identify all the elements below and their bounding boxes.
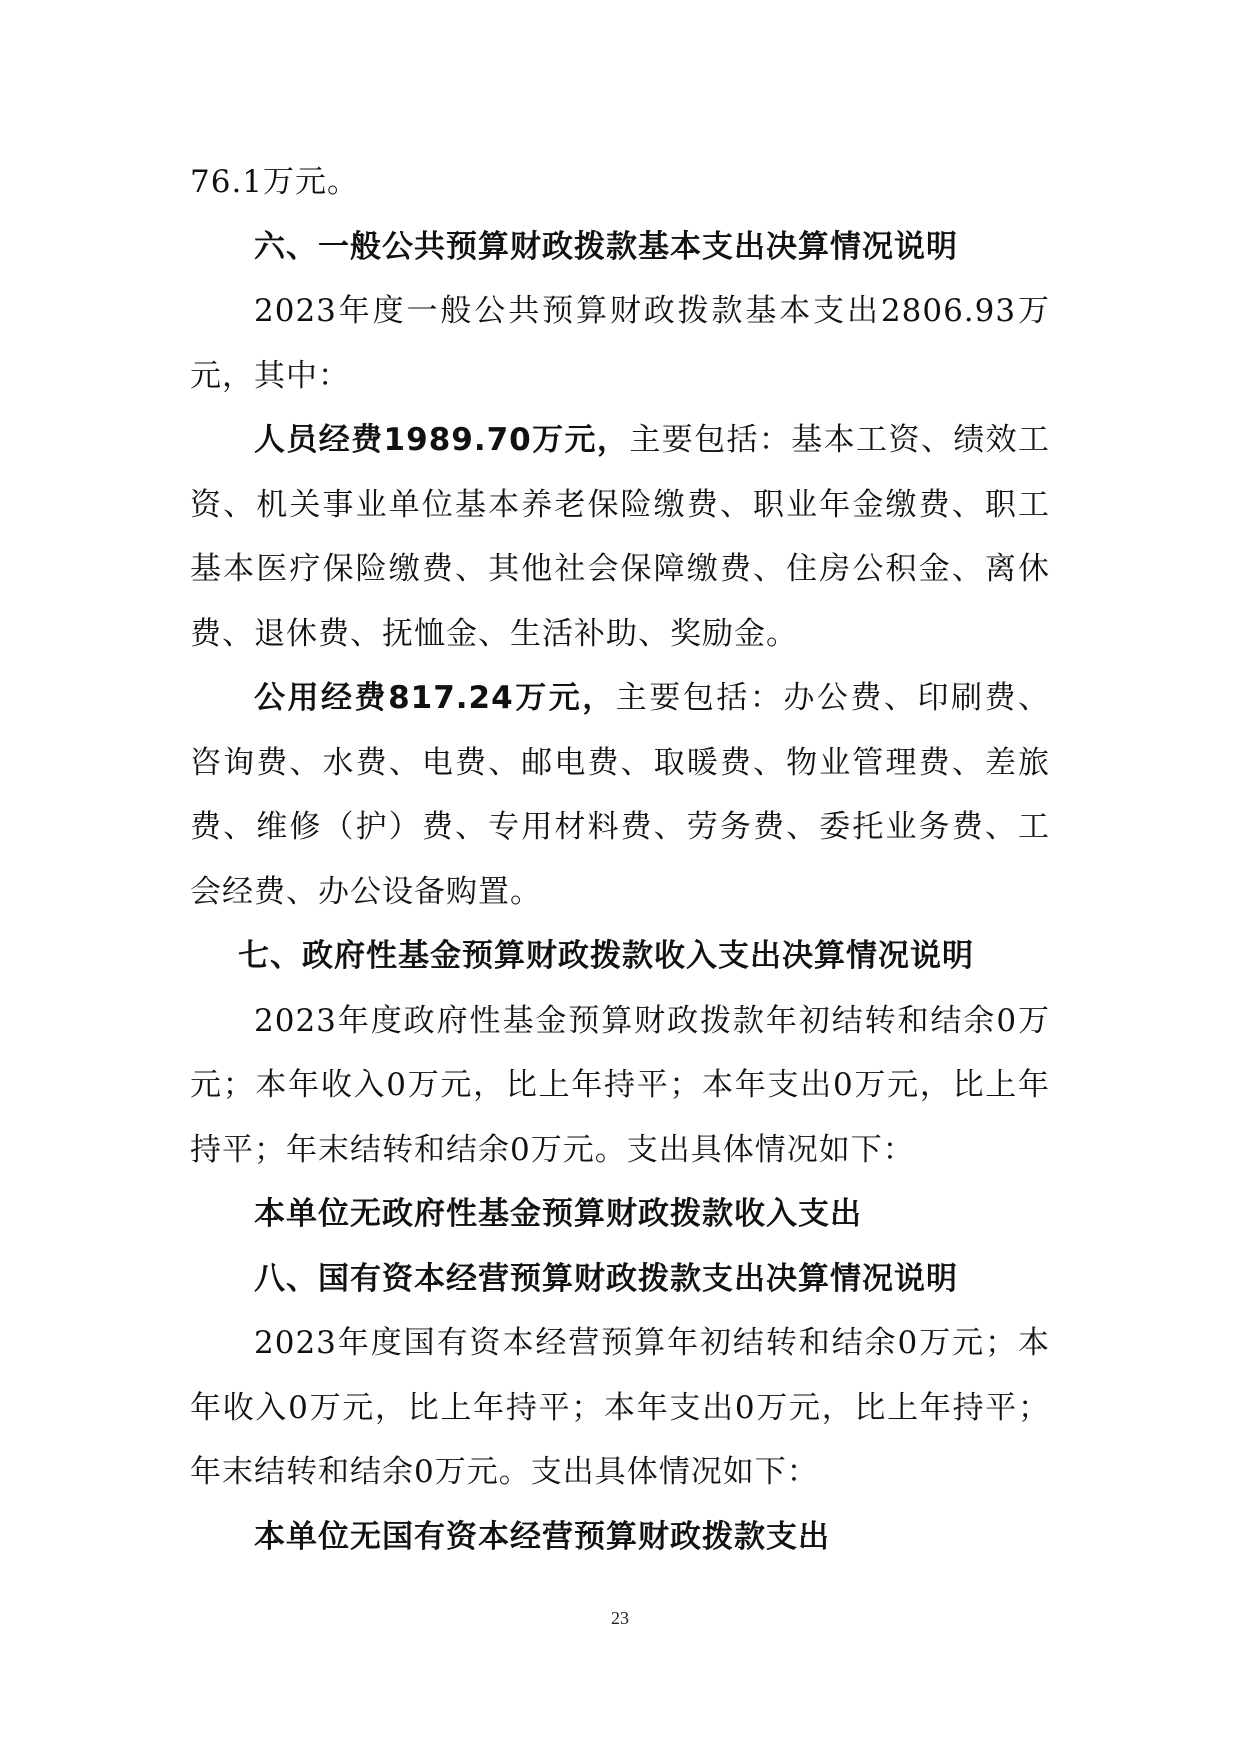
public-expense-body: 主要包括：办公费、印刷费、咨询费、水费、电费、邮电费、取暖费、物业管理费、差旅费、维修（护）费、专用材料费、劳务费、委托业务费、工会经费、办公设备购置。 <box>190 680 1051 910</box>
section-8-body: 2023年度国有资本经营预算年初结转和结余0万元；本年收入0万元，比上年持平；本年支出0万元，比上年持平；年末结转和结余0万元。支出具体情况如下： <box>190 1325 1050 1490</box>
section-7-heading: 七、政府性基金预算财政拨款收入支出决算情况说明 <box>238 938 974 974</box>
section-6-intro: 2023年度一般公共预算财政拨款基本支出2806.93万元，其中： <box>190 293 1050 394</box>
public-expense-lead: 公用经费817.24万元， <box>254 680 616 716</box>
personnel-expense-lead: 人员经费1989.70万元， <box>254 422 630 458</box>
public-expense-paragraph <box>190 666 1050 924</box>
personnel-expense-paragraph <box>190 408 1050 666</box>
section-8-heading: 八、国有资本经营预算财政拨款支出决算情况说明 <box>254 1260 958 1297</box>
section-8-note: 本单位无国有资本经营预算财政拨款支出 <box>254 1518 830 1555</box>
continuation-text: 76.1万元。 <box>190 164 360 200</box>
section-7-note: 本单位无政府性基金预算财政拨款收入支出 <box>254 1196 862 1232</box>
section-6-heading: 六、一般公共预算财政拨款基本支出决算情况说明 <box>254 228 958 265</box>
section-7-body: 2023年度政府性基金预算财政拨款年初结转和结余0万元；本年收入0万元，比上年持平；本年支出0万元，比上年持平；年末结转和结余0万元。支出具体情况如下： <box>190 1002 1050 1168</box>
page-number: 23 <box>611 1608 629 1628</box>
personnel-expense-body: 主要包括：基本工资、绩效工资、机关事业单位基本养老保险缴费、职业年金缴费、职工基本医疗保险缴费、其他社会保障缴费、住房公积金、离休费、退休费、抚恤金、生活补助、奖励金。 <box>190 422 1051 652</box>
document-body <box>190 150 1050 1569</box>
